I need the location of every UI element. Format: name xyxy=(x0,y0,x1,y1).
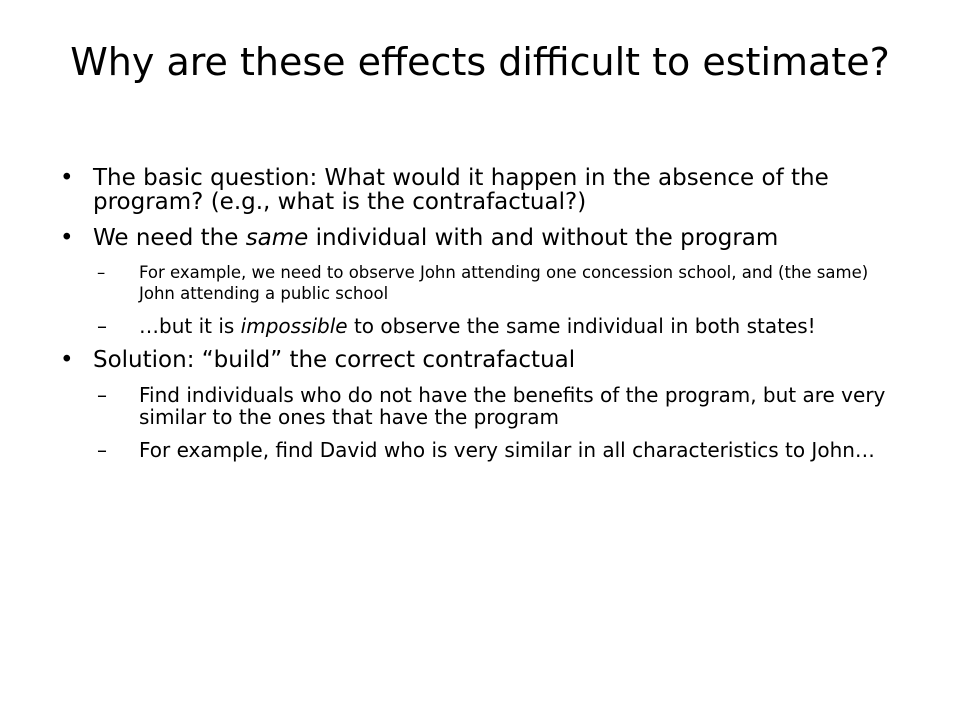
bullet-solution xyxy=(60,348,900,372)
bullet-basic-question xyxy=(60,166,900,214)
sub-bullet-text: For example, we need to observe John attending one concession school, and (the same) John attending a public school xyxy=(139,263,869,303)
sub-bullet-text-pre: …but it is xyxy=(139,314,241,338)
slide-body xyxy=(60,166,900,472)
bullet-text: Solution: “build” the correct contrafactual xyxy=(93,347,576,373)
sub-bullet-text-emphasis: impossible xyxy=(240,314,348,338)
sub-bullet-john-example xyxy=(60,262,900,304)
bullet-marker: • xyxy=(60,165,74,191)
bullet-same-individual xyxy=(60,226,900,250)
bullet-text-emphasis: same xyxy=(245,225,309,251)
bullet-text-post: individual with and without the program xyxy=(308,225,779,251)
sub-bullet-impossible xyxy=(60,315,900,337)
bullet-marker: • xyxy=(60,225,74,251)
dash-marker: – xyxy=(97,263,106,282)
slide-title: Why are these effects difficult to estimate? xyxy=(70,40,890,84)
dash-marker: – xyxy=(97,383,107,407)
sub-bullet-text: Find individuals who do not have the benefits of the program, but are very similar to the ones that have the program xyxy=(139,383,886,429)
bullet-text: The basic question: What would it happen in the absence of the program? (e.g., what is the contrafactual?) xyxy=(93,165,829,215)
dash-marker: – xyxy=(97,438,107,462)
dash-marker: – xyxy=(97,314,107,338)
bullet-text-pre: We need the xyxy=(93,225,246,251)
sub-bullet-text: For example, find David who is very similar in all characteristics to John… xyxy=(139,438,875,462)
bullet-marker: • xyxy=(60,347,74,373)
sub-bullet-find-individuals xyxy=(60,384,900,428)
sub-bullet-david-example xyxy=(60,439,900,461)
sub-bullet-text-post: to observe the same individual in both states! xyxy=(347,314,816,338)
